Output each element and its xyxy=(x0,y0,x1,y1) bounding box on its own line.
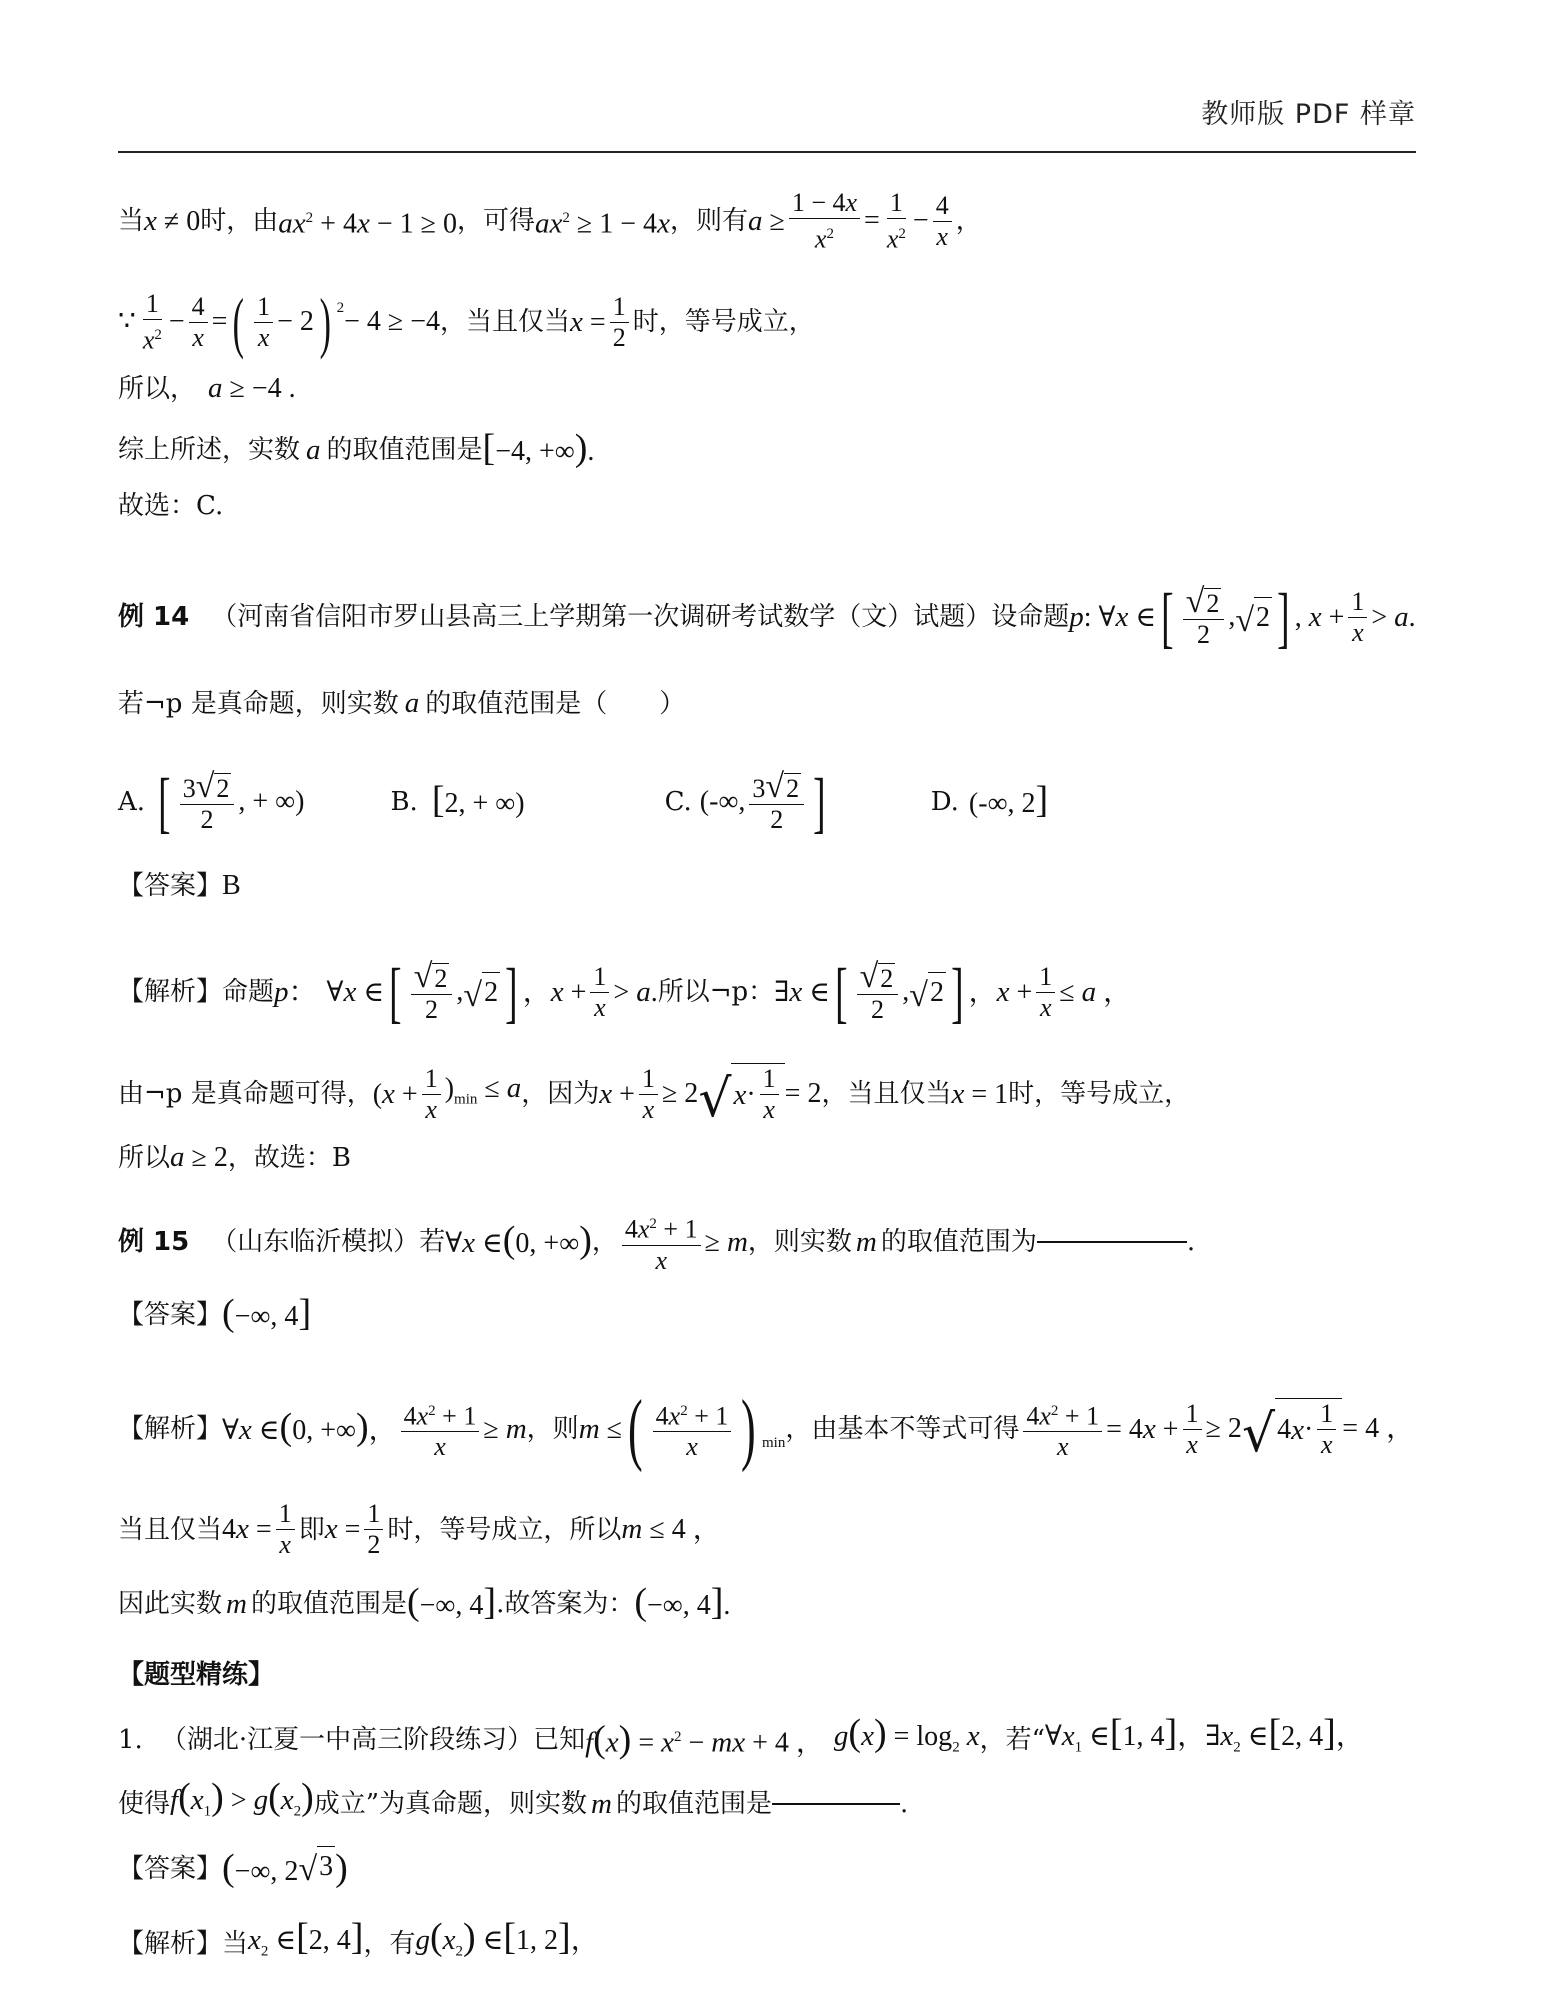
example-14-analysis-3: 所以 a ≥ 2 ，故选：B xyxy=(118,1141,351,1173)
practice-q1-answer: 【答案】 (−∞, 2 √ 3 ) xyxy=(118,1847,348,1889)
example-15-analysis-2: 当且仅当 4x = $\frac{1}{x}$ 即 x = $\frac{1}{2}$ 时，等号成立，所以 m ≤ 4 ， xyxy=(118,1499,721,1559)
solution-line-3: 所以， a ≥ −4 . xyxy=(118,372,296,404)
option-c: C. xyxy=(664,787,692,817)
example-14-stem: 例 14 （河南省信阳市罗山县高三上学期第一次调研考试数学（文）试题）设命题 p: ∀x ∈ [ √ 2 2 , √ 2 ] , x + $\frac{1}{x}$ > a. xyxy=(118,579,1416,655)
example-14-question: 若¬p 是真命题，则实数 a 的取值范围是（ ） xyxy=(118,687,686,719)
example-14-analysis-1: 【解析】 命题 p： ∀x ∈ [ √ 2 2 , √ 2 ] ，x + $\frac{1}{x}$ > a. 所以¬p： ∃x ∈ [ √ 2 2 , √ 2 ] ，x + $\frac{1}{x}$ ≤ a ， xyxy=(118,954,1132,1030)
practice-q1-line-1: 1. （湖北·江夏一中高三阶段练习）已知 $f(x) = x^2$ − mx + 4 ， $g(x) = \log_2 x$ ，若“ $\forall x_1$ ∈[1, 4]，$\exists x_2$ ∈[2, 4]， xyxy=(118,1712,1364,1761)
solution-line-5: 故选：C. xyxy=(118,491,224,521)
example-14-label: 例 14 xyxy=(118,602,190,632)
example-14-answer: 【答案】 B xyxy=(118,870,241,901)
option-b: B. xyxy=(390,787,418,817)
example-15-answer: 【答案】 (−∞, 4] xyxy=(118,1292,312,1334)
example-14-options: A. [ 3 √ 2 2 , + ∞) B. [2, + ∞) C. (-∞, 3 √ 2 2 ] D. (-∞, 2] xyxy=(118,764,1049,840)
example-15-analysis-1: 【解析】 ∀x ∈(0, +∞)， $\frac{4x^2 + 1}{x}$ ≥ m ，则 m ≤ ( $\frac{4x^2 + 1}{x}$ ) min ，由基本不等式可得 $\frac{4x^2 + 1}{x}$ = 4x + $\frac{1}{x}$ ≥ 2 √ 4 x · $\frac{1}{x}$ = 4 ， xyxy=(118,1385,1415,1473)
practice-title: 【题型精练】 xyxy=(118,1660,275,1690)
example-15-analysis-3: 因此实数 m 的取值范围是 (−∞, 4] .故答案为： (−∞, 4]. xyxy=(118,1581,731,1623)
solution-line-1: 当 x ≠ 0 时，由 $ax^2 + 4x - 1 \ge 0$ ，可得 $ax^2 \ge 1 - 4x$ ，则有 a ≥ $\frac{1 - 4x}{x^2}$ = $\frac{1}{x^2}$ − $\frac{4}{x}$ ， xyxy=(118,188,982,254)
solution-line-2: ∵ $\frac{1}{x^2}$ − $\frac{4}{x}$ = ( $\frac{1}{x}$ − 2 ) 2 − 4 ≥ −4 ，当且仅当 x = $\frac{1}{2}$ 时，等号成立， xyxy=(118,284,815,360)
practice-q1-line-2: 使得 $f(x_1) > g(x_2)$ 成立”为真命题，则实数 m 的取值范围是 . xyxy=(118,1776,909,1820)
header-watermark: 教师版 PDF 样章 xyxy=(1201,99,1416,130)
option-d: D. xyxy=(930,787,959,817)
practice-q1-analysis: 【解析】 当 $x_2$ ∈[2, 4] ，有 $g(x_2)$ ∈[1, 2]， xyxy=(118,1916,599,1960)
option-a: A. xyxy=(118,787,146,817)
example-15-stem: 例 15 （山东临沂模拟）若 ∀x ∈(0, +∞) ， $\frac{4x^2 + 1}{x}$ ≥ m ，则实数 m 的取值范围为 . xyxy=(118,1209,1195,1276)
example-14-analysis-2: 由¬p 是真命题可得， (x + $\frac{1}{x}$ )$_{min} \le a$ ，因为 x + $\frac{1}{x}$ ≥ 2 √ x · $\frac{1}{x}$ = 2 ，当且仅当 x = 1 时，等号成立， xyxy=(118,1063,1191,1129)
solution-line-4: 综上所述，实数 a 的取值范围是 [−4, +∞). xyxy=(118,427,595,469)
example-15-label: 例 15 xyxy=(118,1227,190,1258)
header-rule xyxy=(118,151,1416,153)
